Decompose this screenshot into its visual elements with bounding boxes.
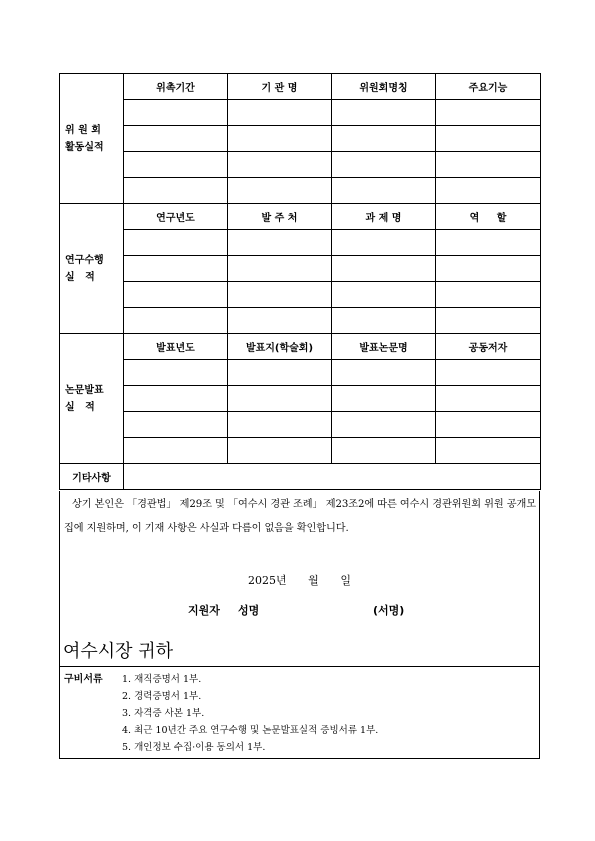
papers-header-venue: 발표지(학술회) (228, 334, 332, 360)
research-entry-row (60, 282, 541, 308)
attachments-label: 구비서류 (64, 674, 103, 685)
entry-cell[interactable] (332, 126, 436, 152)
entry-cell[interactable] (436, 308, 541, 334)
entry-cell[interactable] (436, 178, 541, 204)
entry-cell[interactable] (332, 282, 436, 308)
papers-label-line1: 논문발표 (65, 384, 104, 396)
papers-section-label (60, 334, 124, 464)
entry-cell[interactable] (332, 386, 436, 412)
declaration-statement: 상기 본인은 「경관법」 제29조 및 「여수시 경관 조례」 제23조2에 따른 여수시 경관위원회 위원 공개모집에 지원하며, 이 기재 사항은 사실과 다름이 없음을 확인합니다. (64, 499, 536, 534)
entry-cell[interactable] (436, 100, 541, 126)
research-entry-row (60, 308, 541, 334)
attachments-section (59, 666, 540, 759)
committee-section-label (60, 74, 124, 204)
entry-cell[interactable] (436, 256, 541, 282)
date-month: 월 (308, 574, 319, 587)
committee-header-committee-name: 위원회명칭 (332, 74, 436, 100)
entry-cell[interactable] (124, 100, 228, 126)
attachment-item: 5. 개인정보 수집·이용 동의서 1부. (122, 742, 266, 753)
research-entry-row (60, 256, 541, 282)
entry-cell[interactable] (124, 230, 228, 256)
entry-cell[interactable] (436, 386, 541, 412)
entry-cell[interactable] (436, 282, 541, 308)
addressee: 여수시장 귀하 (63, 641, 174, 662)
papers-entry-row (60, 438, 541, 464)
committee-label-line1: 위 원 회 (65, 124, 101, 136)
research-header-role: 역 할 (436, 204, 541, 230)
entry-cell[interactable] (332, 412, 436, 438)
papers-entry-row (60, 360, 541, 386)
entry-cell[interactable] (124, 438, 228, 464)
committee-label-line2: 활동실적 (65, 141, 104, 153)
entry-cell[interactable] (228, 152, 332, 178)
papers-entry-row (60, 386, 541, 412)
entry-cell[interactable] (436, 412, 541, 438)
entry-cell[interactable] (124, 282, 228, 308)
papers-entry-row (60, 412, 541, 438)
committee-header-term: 위촉기간 (124, 74, 228, 100)
entry-cell[interactable] (124, 152, 228, 178)
declaration-text (64, 493, 536, 540)
papers-header-year: 발표년도 (124, 334, 228, 360)
papers-header-row (60, 334, 541, 360)
papers-header-title: 발표논문명 (332, 334, 436, 360)
entry-cell[interactable] (228, 256, 332, 282)
entry-cell[interactable] (436, 230, 541, 256)
experience-table (59, 73, 541, 490)
entry-cell[interactable] (228, 230, 332, 256)
entry-cell[interactable] (332, 308, 436, 334)
entry-cell[interactable] (332, 230, 436, 256)
committee-header-function: 주요기능 (436, 74, 541, 100)
other-label: 기타사항 (60, 464, 124, 490)
entry-cell[interactable] (332, 152, 436, 178)
research-header-row (60, 204, 541, 230)
committee-entry-row (60, 100, 541, 126)
entry-cell[interactable] (124, 178, 228, 204)
date-day: 일 (340, 574, 351, 587)
committee-entry-row (60, 178, 541, 204)
entry-cell[interactable] (332, 360, 436, 386)
signature-label: (서명) (373, 604, 405, 617)
date-year: 2025년 (248, 574, 287, 587)
research-header-client: 발 주 처 (228, 204, 332, 230)
entry-cell[interactable] (436, 438, 541, 464)
entry-cell[interactable] (228, 282, 332, 308)
entry-cell[interactable] (436, 360, 541, 386)
research-label-line1: 연구수행 (65, 254, 104, 266)
research-header-year: 연구년도 (124, 204, 228, 230)
committee-header-row (60, 74, 541, 100)
research-label-line2: 실 적 (65, 271, 95, 283)
entry-cell[interactable] (332, 438, 436, 464)
papers-header-coauthors: 공동저자 (436, 334, 541, 360)
committee-entry-row (60, 152, 541, 178)
research-header-project: 과 제 명 (332, 204, 436, 230)
other-row (60, 464, 541, 490)
entry-cell[interactable] (228, 308, 332, 334)
entry-cell[interactable] (124, 126, 228, 152)
date-line (60, 572, 539, 588)
entry-cell[interactable] (124, 256, 228, 282)
attachment-item: 3. 자격증 사본 1부. (122, 708, 205, 719)
entry-cell[interactable] (124, 308, 228, 334)
committee-header-org: 기 관 명 (228, 74, 332, 100)
entry-cell[interactable] (228, 178, 332, 204)
entry-cell[interactable] (228, 100, 332, 126)
entry-cell[interactable] (228, 412, 332, 438)
attachments-list (122, 671, 378, 756)
entry-cell[interactable] (124, 360, 228, 386)
applicant-label: 지원자 (188, 604, 220, 617)
entry-cell[interactable] (228, 360, 332, 386)
entry-cell[interactable] (228, 126, 332, 152)
entry-cell[interactable] (332, 178, 436, 204)
research-section-label (60, 204, 124, 334)
entry-cell[interactable] (228, 386, 332, 412)
name-label: 성명 (238, 604, 260, 617)
entry-cell[interactable] (436, 152, 541, 178)
attachment-item: 4. 최근 10년간 주요 연구수행 및 논문발표실적 증빙서류 1부. (122, 725, 379, 736)
attachment-item: 2. 경력증명서 1부. (122, 691, 202, 702)
entry-cell[interactable] (332, 256, 436, 282)
papers-label-line2: 실 적 (65, 401, 95, 413)
research-entry-row (60, 230, 541, 256)
other-entry-cell[interactable] (124, 464, 541, 490)
entry-cell[interactable] (124, 412, 228, 438)
entry-cell[interactable] (228, 438, 332, 464)
attachment-item: 1. 재직증명서 1부. (122, 674, 202, 685)
entry-cell[interactable] (332, 100, 436, 126)
declaration-section (59, 491, 540, 667)
committee-entry-row (60, 126, 541, 152)
entry-cell[interactable] (436, 126, 541, 152)
entry-cell[interactable] (124, 386, 228, 412)
